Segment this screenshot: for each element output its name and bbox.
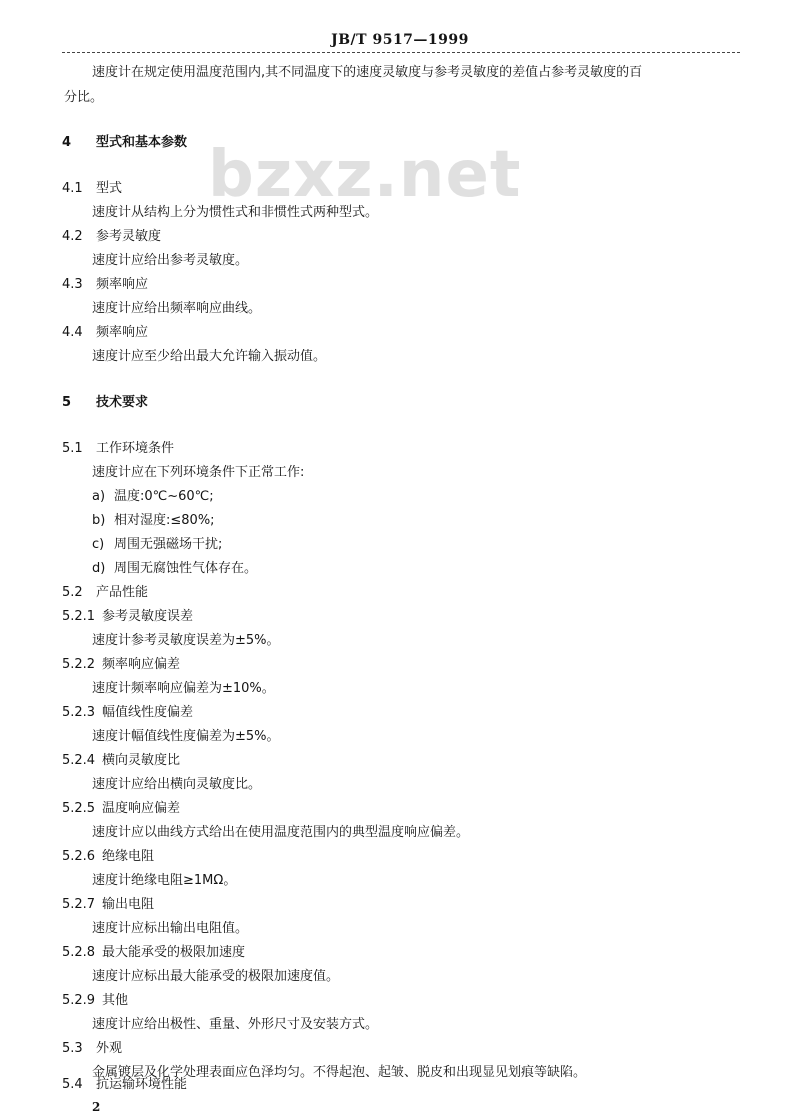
clause-number: 4.1	[62, 181, 83, 196]
subclause-number: 5.2.7	[62, 897, 96, 912]
subclause-5-2-2-heading	[62, 656, 180, 674]
condition-text: 相对湿度:≤80%;	[114, 513, 215, 528]
subclause-title: 参考灵敏度误差	[102, 609, 194, 624]
clause-4-3-heading	[62, 276, 148, 294]
standard-code-header: JB/T 9517—1999	[331, 32, 469, 48]
condition-item	[92, 488, 214, 506]
clause-5-1-heading	[62, 440, 174, 458]
subclause-number: 5.2.6	[62, 849, 96, 864]
subclause-number: 5.2.4	[62, 753, 96, 768]
subclause-5-2-4-heading	[62, 752, 180, 770]
clause-4-1-heading	[62, 180, 122, 198]
clause-5-2-heading	[62, 584, 148, 602]
condition-item	[92, 536, 222, 554]
clause-title: 产品性能	[96, 585, 149, 600]
condition-label: d)	[92, 561, 106, 576]
intro-line-1: 速度计在规定使用温度范围内,其不同温度下的速度灵敏度与参考灵敏度的差值占参考灵敏度的百	[92, 65, 643, 80]
subclause-5-2-8-heading	[62, 944, 245, 962]
clause-4-2-heading	[62, 228, 161, 246]
section-number: 4	[62, 135, 72, 150]
subclause-title: 频率响应偏差	[102, 657, 181, 672]
section-5-heading	[62, 394, 148, 412]
subclause-5-2-9-heading	[62, 992, 128, 1010]
section-title: 型式和基本参数	[96, 135, 188, 150]
clause-4-2-text: 速度计应给出参考灵敏度。	[92, 253, 249, 268]
condition-label: b)	[92, 513, 106, 528]
subclause-5-2-8-text: 速度计应标出最大能承受的极限加速度值。	[92, 969, 340, 984]
subclause-title: 温度响应偏差	[102, 801, 181, 816]
subclause-5-2-7-heading	[62, 896, 154, 914]
subclause-5-2-3-text: 速度计幅值线性度偏差为±5%。	[92, 729, 280, 744]
clause-number: 4.2	[62, 229, 83, 244]
subclause-number: 5.2.9	[62, 993, 96, 1008]
clause-title: 参考灵敏度	[96, 229, 162, 244]
condition-item	[92, 560, 257, 578]
clause-4-3-text: 速度计应给出频率响应曲线。	[92, 301, 262, 316]
intro-line-2: 分比。	[64, 90, 104, 105]
subclause-5-2-1-heading	[62, 608, 193, 626]
clause-title: 外观	[96, 1041, 123, 1056]
clause-number: 5.2	[62, 585, 83, 600]
subclause-number: 5.2.8	[62, 945, 96, 960]
subclause-number: 5.2.1	[62, 609, 96, 624]
subclause-title: 其他	[102, 993, 129, 1008]
clause-5-1-intro: 速度计应在下列环境条件下正常工作:	[92, 465, 305, 480]
subclause-title: 输出电阻	[102, 897, 155, 912]
subclause-title: 幅值线性度偏差	[102, 705, 194, 720]
subclause-5-2-6-heading	[62, 848, 154, 866]
subclause-title: 绝缘电阻	[102, 849, 155, 864]
clause-number: 5.1	[62, 441, 83, 456]
subclause-5-2-7-text: 速度计应标出输出电阻值。	[92, 921, 249, 936]
section-title: 技术要求	[96, 395, 149, 410]
clause-number: 4.3	[62, 277, 83, 292]
clause-number: 5.4	[62, 1077, 83, 1092]
clause-title: 型式	[96, 181, 123, 196]
clause-5-3-heading	[62, 1040, 122, 1058]
subclause-number: 5.2.3	[62, 705, 96, 720]
subclause-title: 横向灵敏度比	[102, 753, 181, 768]
condition-text: 温度:0℃~60℃;	[114, 489, 214, 504]
clause-number: 4.4	[62, 325, 83, 340]
clause-number: 5.3	[62, 1041, 83, 1056]
subclause-5-2-5-heading	[62, 800, 180, 818]
condition-item	[92, 512, 215, 530]
clause-title: 频率响应	[96, 277, 149, 292]
clause-4-4-heading	[62, 324, 148, 342]
page-number: 2	[92, 1100, 101, 1114]
watermark: bzxz.net	[208, 138, 522, 212]
clause-5-4-heading	[62, 1076, 187, 1094]
condition-text: 周围无腐蚀性气体存在。	[114, 561, 258, 576]
section-number: 5	[62, 395, 72, 410]
subclause-5-2-9-text: 速度计应给出极性、重量、外形尺寸及安装方式。	[92, 1017, 379, 1032]
subclause-5-2-5-text: 速度计应以曲线方式给出在使用温度范围内的典型温度响应偏差。	[92, 825, 470, 840]
clause-4-1-text: 速度计从结构上分为惯性式和非惯性式两种型式。	[92, 205, 379, 220]
subclause-number: 5.2.5	[62, 801, 96, 816]
clause-title: 抗运输环境性能	[96, 1077, 188, 1092]
clause-5-3-text: 金属镀层及化学处理表面应色泽均匀。不得起泡、起皱、脱皮和出现显见划痕等缺陷。	[92, 1065, 587, 1080]
subclause-5-2-6-text: 速度计绝缘电阻≥1MΩ。	[92, 873, 237, 888]
condition-label: c)	[92, 537, 105, 552]
clause-title: 频率响应	[96, 325, 149, 340]
subclause-title: 最大能承受的极限加速度	[102, 945, 246, 960]
subclause-5-2-4-text: 速度计应给出横向灵敏度比。	[92, 777, 262, 792]
subclause-number: 5.2.2	[62, 657, 96, 672]
subclause-5-2-1-text: 速度计参考灵敏度误差为±5%。	[92, 633, 280, 648]
condition-label: a)	[92, 489, 106, 504]
header-rule	[62, 52, 740, 53]
subclause-5-2-3-heading	[62, 704, 193, 722]
condition-text: 周围无强磁场干扰;	[114, 537, 223, 552]
clause-4-4-text: 速度计应至少给出最大允许输入振动值。	[92, 349, 327, 364]
clause-title: 工作环境条件	[96, 441, 175, 456]
section-4-heading	[62, 134, 187, 152]
subclause-5-2-2-text: 速度计频率响应偏差为±10%。	[92, 681, 275, 696]
